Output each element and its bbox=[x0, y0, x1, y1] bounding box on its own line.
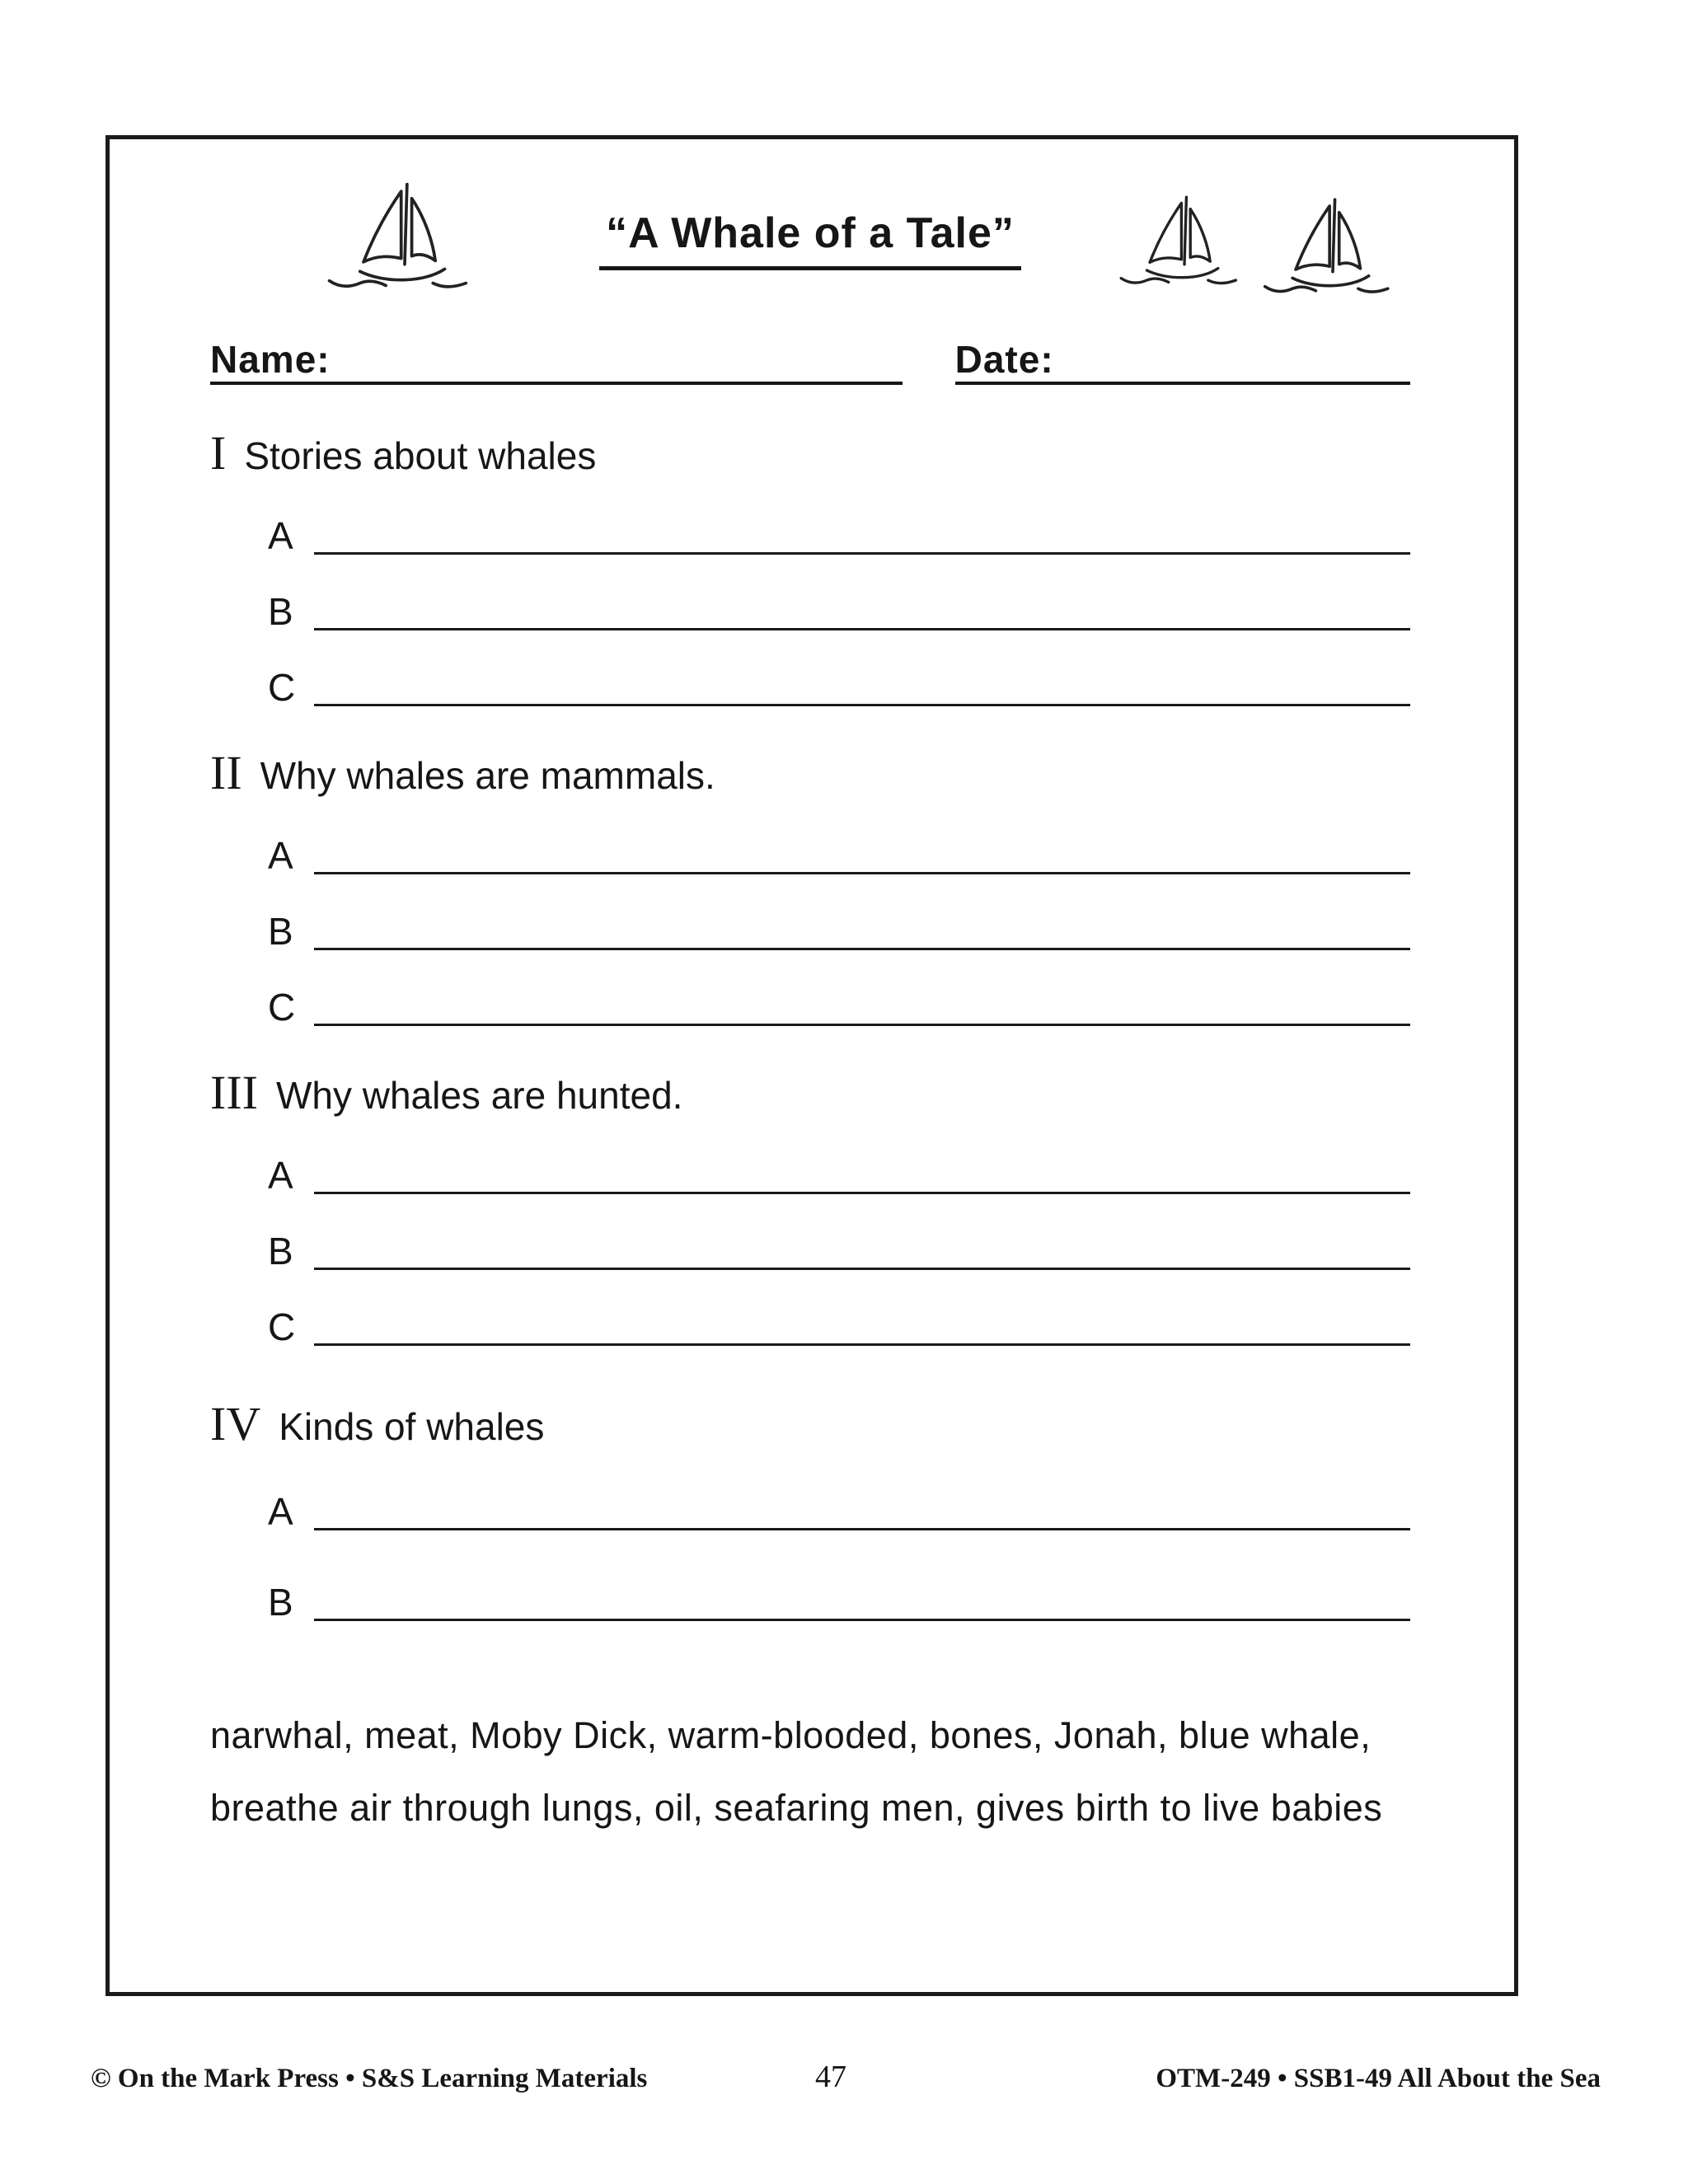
section-heading bbox=[210, 426, 1410, 480]
section-heading bbox=[210, 746, 1410, 799]
page-footer bbox=[0, 2059, 1688, 2095]
footer-product-code: OTM-249 • SSB1-49 All About the Sea bbox=[1156, 2064, 1601, 2093]
section-numeral: II bbox=[210, 746, 242, 799]
worksheet-header bbox=[210, 177, 1410, 301]
name-field bbox=[210, 340, 903, 385]
answer-blank[interactable] bbox=[314, 546, 1410, 555]
answer-row bbox=[268, 1486, 1410, 1533]
section-why-whales-are-mammals bbox=[210, 746, 1410, 1029]
sailboat-icon bbox=[1115, 190, 1254, 296]
section-title: Why whales are mammals. bbox=[260, 754, 715, 797]
answer-blank[interactable] bbox=[314, 621, 1410, 630]
section-why-whales-are-hunted bbox=[210, 1066, 1410, 1348]
answer-row bbox=[268, 1226, 1410, 1270]
section-title: Kinds of whales bbox=[279, 1405, 545, 1448]
name-date-row bbox=[210, 337, 1410, 385]
item-letter: A bbox=[268, 1490, 293, 1533]
section-numeral: I bbox=[210, 426, 227, 480]
answer-row bbox=[268, 1150, 1410, 1197]
answer-blank[interactable] bbox=[314, 1185, 1410, 1194]
answer-row bbox=[268, 510, 1410, 555]
item-letter: C bbox=[268, 986, 296, 1029]
page-title: “A Whale of a Tale” bbox=[599, 209, 1021, 270]
worksheet-frame bbox=[106, 135, 1518, 1996]
item-letter: A bbox=[268, 514, 293, 557]
word-bank: narwhal, meat, Moby Dick, warm-blooded, bones, Jonah, blue whale, breathe air through lungs, oil, seafaring men, gives birth to live babies bbox=[210, 1714, 1383, 1829]
page-number: 47 bbox=[815, 2060, 846, 2094]
answer-row bbox=[268, 1577, 1410, 1624]
item-letter: B bbox=[268, 910, 293, 953]
answer-row bbox=[268, 662, 1410, 709]
section-kinds-of-whales bbox=[210, 1397, 1410, 1624]
answer-blank[interactable] bbox=[314, 1337, 1410, 1346]
item-letter: A bbox=[268, 1154, 293, 1197]
answer-row bbox=[268, 982, 1410, 1029]
answer-blank[interactable] bbox=[314, 1261, 1410, 1270]
answer-blank[interactable] bbox=[314, 941, 1410, 950]
answer-blank[interactable] bbox=[314, 1017, 1410, 1026]
item-letter: B bbox=[268, 590, 293, 633]
section-heading bbox=[210, 1397, 1410, 1451]
sailboat-icon bbox=[1259, 192, 1407, 306]
date-label: Date: bbox=[954, 338, 1054, 381]
footer-publisher: © On the Mark Press • S&S Learning Materials bbox=[91, 2064, 648, 2093]
section-numeral: III bbox=[210, 1066, 258, 1119]
date-field bbox=[955, 340, 1410, 385]
section-title: Why whales are hunted. bbox=[275, 1074, 683, 1117]
answer-blank[interactable] bbox=[314, 865, 1410, 874]
sailboats-right-group bbox=[1115, 182, 1407, 296]
item-letter: B bbox=[268, 1230, 293, 1272]
answer-row bbox=[268, 906, 1410, 953]
answer-row bbox=[268, 586, 1410, 633]
sailboat-icon bbox=[322, 177, 487, 301]
answer-row bbox=[268, 1301, 1410, 1346]
answer-blank[interactable] bbox=[314, 1612, 1410, 1621]
section-stories-about-whales bbox=[210, 426, 1410, 709]
section-heading bbox=[210, 1066, 1410, 1119]
item-letter: B bbox=[268, 1581, 293, 1624]
date-blank[interactable] bbox=[1067, 370, 1410, 378]
section-title: Stories about whales bbox=[244, 434, 597, 477]
name-blank[interactable] bbox=[344, 370, 903, 378]
answer-blank[interactable] bbox=[314, 1521, 1410, 1530]
answer-blank[interactable] bbox=[314, 697, 1410, 706]
name-label: Name: bbox=[210, 338, 331, 381]
answer-row bbox=[268, 830, 1410, 877]
section-numeral: IV bbox=[210, 1397, 261, 1451]
item-letter: A bbox=[268, 834, 293, 877]
item-letter: C bbox=[268, 666, 296, 709]
item-letter: C bbox=[268, 1305, 296, 1348]
